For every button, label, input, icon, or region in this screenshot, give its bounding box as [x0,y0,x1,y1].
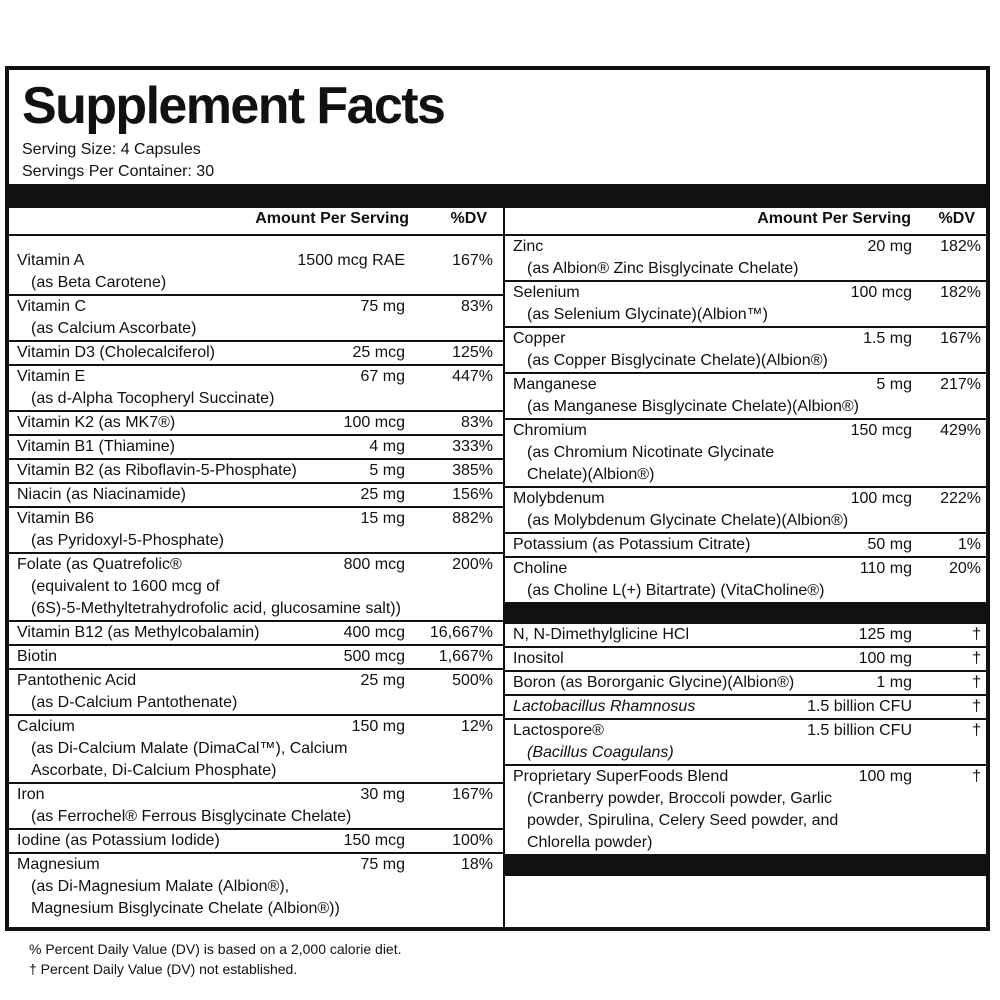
nutrient-row [505,282,987,328]
nutrient-row [9,460,503,484]
nutrient-dv: 167% [940,330,981,347]
nutrient-amount: 1.5 billion CFU [807,722,912,739]
footnote-not-established: † Percent Daily Value (DV) not established. [29,961,298,977]
servings-per-container: Servings Per Container: 30 [22,163,215,180]
nutrient-source: (as Selenium Glycinate)(Albion™) [527,306,768,323]
other-ingredients-list [505,624,987,854]
nutrient-amount: 1.5 billion CFU [807,698,912,715]
nutrient-row [9,670,503,716]
amount-header: Amount Per Serving [255,210,409,227]
nutrient-name: Niacin (as Niacinamide) [17,486,186,503]
nutrient-name: Choline [513,560,568,577]
nutrient-amount: 100 mcg [850,284,912,301]
nutrient-row [505,420,987,488]
nutrient-dv: † [972,768,981,785]
nutrient-amount: 25 mg [360,672,405,689]
nutrient-source: (Cranberry powder, Broccoli powder, Garlic [527,790,833,807]
left-column-header [9,208,503,236]
nutrient-row [9,830,503,854]
nutrient-dv: 182% [940,238,981,255]
nutrient-dv: 429% [940,422,981,439]
nutrient-name: Inositol [513,650,564,667]
nutrient-source: (as Copper Bisglycinate Chelate)(Albion®) [527,352,828,369]
nutrient-dv: 18% [460,856,493,873]
nutrient-row [9,854,503,920]
nutrient-source: Magnesium Bisglycinate Chelate (Albion®)) [31,900,340,917]
nutrient-dv: 1,667% [438,648,493,665]
nutrient-row [9,436,503,460]
nutrient-amount: 4 mg [369,438,405,455]
nutrient-amount: 150 mcg [850,422,912,439]
nutrient-row [9,646,503,670]
nutrient-amount: 100 mcg [850,490,912,507]
nutrient-name: Calcium [17,718,75,735]
nutrient-row [505,624,987,648]
nutrient-amount: 50 mg [867,536,912,553]
nutrient-source: (as Beta Carotene) [31,274,167,291]
nutrient-dv: 200% [452,556,493,573]
nutrient-row [9,296,503,342]
nutrient-amount: 110 mg [859,560,912,577]
nutrient-amount: 1.5 mg [863,330,912,347]
nutrient-source: Chelate)(Albion®) [527,466,655,483]
nutrient-amount: 125 mg [858,626,912,643]
nutrient-name: Chromium [513,422,587,439]
nutrient-name: Molybdenum [513,490,605,507]
nutrient-row [9,622,503,646]
nutrient-dv: † [972,698,981,715]
nutrient-amount: 25 mcg [352,344,405,361]
nutrient-amount: 15 mg [360,510,405,527]
nutrient-amount: 100 mcg [343,414,405,431]
nutrient-dv: 83% [460,298,493,315]
nutrient-dv: † [972,650,981,667]
footnote-dv: % Percent Daily Value (DV) is based on a 2,000 calorie diet. [29,941,402,957]
nutrient-amount: 800 mcg [343,556,405,573]
nutrient-source: powder, Spirulina, Celery Seed powder, and [527,812,839,829]
nutrient-row [505,374,987,420]
nutrient-dv: 182% [940,284,981,301]
nutrient-source: (as Di-Calcium Malate (DimaCal™), Calcium [31,740,348,757]
nutrient-amount: 5 mg [876,376,912,393]
nutrient-dv: 20% [948,560,981,577]
dv-header: %DV [938,210,975,227]
nutrient-dv: 83% [460,414,493,431]
nutrient-source: (as Di-Magnesium Malate (Albion®), [31,878,290,895]
nutrient-source: (as D-Calcium Pantothenate) [31,694,238,711]
nutrient-source: (as Ferrochel® Ferrous Bisglycinate Chelate) [31,808,352,825]
nutrient-row [9,412,503,436]
nutrient-amount: 25 mg [360,486,405,503]
nutrient-row [9,508,503,554]
nutrient-row [505,328,987,374]
nutrient-dv: 16,667% [429,624,493,641]
nutrient-name: Zinc [513,238,544,255]
nutrient-name: Potassium (as Potassium Citrate) [513,536,751,553]
nutrient-row [9,784,503,830]
right-nutrient-list [505,236,987,602]
nutrient-name: Proprietary SuperFoods Blend [513,768,729,785]
nutrient-amount: 500 mcg [343,648,405,665]
nutrient-amount: 1 mg [876,674,912,691]
nutrient-amount: 75 mg [360,298,405,315]
nutrient-dv: 385% [452,462,493,479]
nutrient-amount: 30 mg [360,786,405,803]
nutrient-name: Vitamin B1 (Thiamine) [17,438,175,455]
nutrient-source: (Bacillus Coagulans) [527,744,674,761]
nutrient-amount: 75 mg [360,856,405,873]
nutrient-name: Magnesium [17,856,100,873]
right-column [505,208,987,876]
nutrient-source: (as Calcium Ascorbate) [31,320,197,337]
nutrient-dv: 167% [452,786,493,803]
nutrient-name: Iodine (as Potassium Iodide) [17,832,220,849]
nutrient-dv: 167% [452,252,493,269]
nutrient-dv: † [972,674,981,691]
nutrient-row [9,250,503,296]
nutrient-amount: 100 mg [858,650,912,667]
nutrient-name: Boron (as Bororganic Glycine)(Albion®) [513,674,795,691]
nutrient-dv: 125% [452,344,493,361]
section-divider-bar [505,602,987,624]
left-nutrient-list [9,250,503,920]
nutrient-dv: 217% [940,376,981,393]
nutrient-name: Manganese [513,376,597,393]
nutrient-name: Vitamin E [17,368,86,385]
nutrient-row [9,554,503,622]
nutrient-name: Vitamin B12 (as Methylcobalamin) [17,624,260,641]
nutrient-name: Vitamin A [17,252,85,269]
nutrient-dv: † [972,626,981,643]
supplement-facts-panel [5,66,990,977]
nutrient-name: Vitamin B6 [17,510,95,527]
nutrient-source: Ascorbate, Di-Calcium Phosphate) [31,762,277,779]
nutrient-source: (as Pyridoxyl-5-Phosphate) [31,532,224,549]
nutrient-source: (as Chromium Nicotinate Glycinate [527,444,775,461]
nutrient-source: (6S)-5-Methyltetrahydrofolic acid, glucosamine salt)) [31,600,401,617]
nutrient-row [505,766,987,854]
nutrient-row [505,672,987,696]
nutrient-name: Iron [17,786,45,803]
footnote-divider-bar [505,854,987,876]
nutrient-dv: 882% [452,510,493,527]
header-bar [9,184,986,208]
nutrient-row [9,484,503,508]
nutrient-name: Pantothenic Acid [17,672,137,689]
nutrient-amount: 400 mcg [343,624,405,641]
nutrient-row [505,534,987,558]
nutrient-amount: 67 mg [360,368,405,385]
nutrient-dv: 333% [452,438,493,455]
nutrient-name: Lactobacillus Rhamnosus [513,698,696,715]
serving-size: Serving Size: 4 Capsules [22,141,201,158]
nutrient-dv: 12% [460,718,493,735]
nutrient-name: N, N-Dimethylglicine HCl [513,626,690,643]
nutrient-name: Vitamin B2 (as Riboflavin-5-Phosphate) [17,462,297,479]
nutrient-amount: 150 mg [351,718,405,735]
nutrient-dv: 222% [940,490,981,507]
nutrient-source: Chlorella powder) [527,834,653,851]
nutrient-name: Copper [513,330,566,347]
nutrient-dv: † [972,722,981,739]
nutrient-source: (equivalent to 1600 mcg of [31,578,220,595]
nutrient-amount: 20 mg [867,238,912,255]
nutrient-source: (as Albion® Zinc Bisglycinate Chelate) [527,260,799,277]
nutrient-name: Lactospore® [513,722,604,739]
right-column-header [505,208,987,236]
nutrient-dv: 156% [452,486,493,503]
nutrient-source: (as d-Alpha Tocopheryl Succinate) [31,390,275,407]
nutrient-source: (as Choline L(+) Bitartrate) (VitaCholine®) [527,582,825,599]
nutrient-name: Selenium [513,284,580,301]
nutrient-row [505,648,987,672]
nutrient-source: (as Manganese Bisglycinate Chelate)(Albion®) [527,398,859,415]
nutrient-row [9,342,503,366]
nutrient-row [9,366,503,412]
nutrient-amount: 150 mcg [343,832,405,849]
left-column [9,208,503,920]
nutrient-amount: 5 mg [369,462,405,479]
dv-header: %DV [450,210,487,227]
nutrient-amount: 1500 mcg RAE [297,252,405,269]
panel-title: Supplement Facts [22,77,445,135]
nutrient-dv: 500% [452,672,493,689]
nutrient-dv: 1% [957,536,981,553]
nutrient-name: Vitamin K2 (as MK7®) [17,414,176,431]
nutrient-name: Vitamin C [17,298,87,315]
nutrient-dv: 100% [452,832,493,849]
amount-header: Amount Per Serving [757,210,911,227]
nutrient-name: Biotin [17,648,58,665]
nutrient-row [9,716,503,784]
nutrient-row [505,488,987,534]
nutrient-row [505,558,987,602]
nutrient-dv: 447% [452,368,493,385]
nutrient-row [505,720,987,766]
nutrient-source: (as Molybdenum Glycinate Chelate)(Albion®) [527,512,849,529]
nutrient-row [505,696,987,720]
nutrient-name: Folate (as Quatrefolic® [17,556,182,573]
nutrient-name: Vitamin D3 (Cholecalciferol) [17,344,215,361]
nutrient-row [505,236,987,282]
nutrient-amount: 100 mg [858,768,912,785]
